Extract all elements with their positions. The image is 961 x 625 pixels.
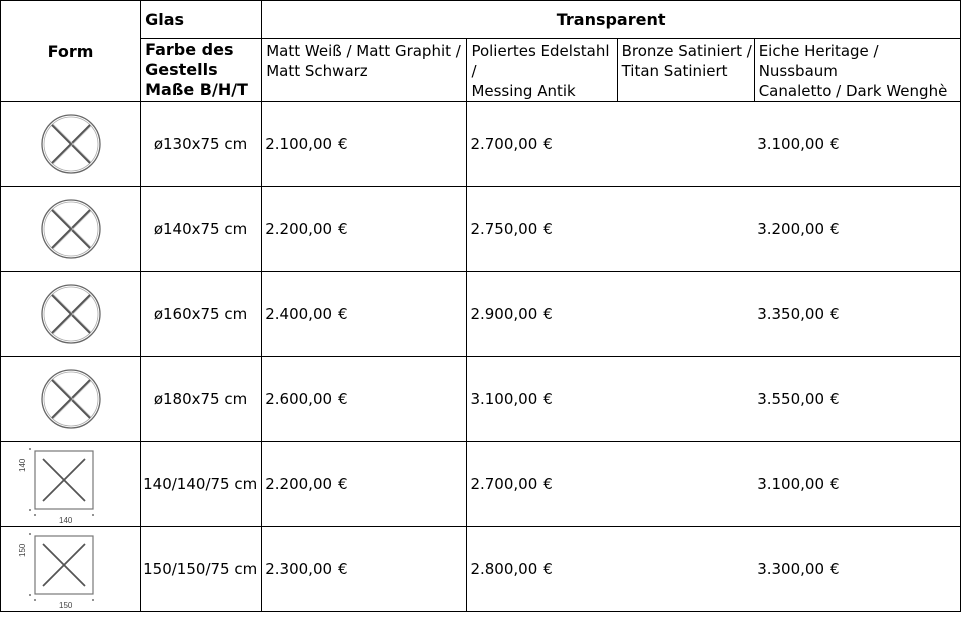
euro-symbol: € bbox=[543, 220, 553, 238]
square-table-drawing bbox=[1, 527, 141, 612]
finish-label-line2: Messing Antik bbox=[471, 82, 576, 100]
round-x-icon bbox=[39, 197, 103, 261]
price-cell bbox=[467, 442, 617, 527]
price-value: 2.700,00 bbox=[470, 135, 538, 153]
table-row bbox=[1, 527, 961, 612]
square-x-icon bbox=[17, 529, 121, 610]
price-cell bbox=[262, 527, 467, 612]
price-cell bbox=[754, 527, 960, 612]
euro-symbol: € bbox=[338, 475, 348, 493]
price-value: 3.550,00 bbox=[757, 390, 824, 408]
euro-symbol: € bbox=[543, 560, 553, 578]
price-value: 3.100,00 bbox=[757, 475, 824, 493]
price-value: 2.200,00 bbox=[265, 220, 333, 238]
drawing-side-label: 150 bbox=[17, 543, 27, 557]
price-cell-empty bbox=[617, 442, 754, 527]
price-value: 2.600,00 bbox=[265, 390, 333, 408]
euro-symbol: € bbox=[830, 220, 840, 238]
finish-header-3 bbox=[617, 39, 754, 102]
euro-symbol: € bbox=[543, 135, 553, 153]
dimensions-label: Maße B/H/T bbox=[145, 80, 248, 99]
table-row bbox=[1, 187, 961, 272]
finish-label-line2: Titan Satiniert bbox=[621, 62, 728, 80]
euro-symbol: € bbox=[338, 220, 348, 238]
euro-symbol: € bbox=[543, 305, 553, 323]
price-value: 2.750,00 bbox=[470, 220, 538, 238]
euro-symbol: € bbox=[830, 305, 840, 323]
price-cell bbox=[262, 187, 467, 272]
drawing-bottom-label: 140 bbox=[58, 516, 72, 525]
header-row-glas bbox=[1, 1, 961, 39]
euro-symbol: € bbox=[338, 305, 348, 323]
frame-color-label-line1: Farbe des bbox=[145, 40, 234, 59]
price-cell bbox=[262, 102, 467, 187]
price-value: 3.200,00 bbox=[757, 220, 824, 238]
round-table-drawing bbox=[1, 272, 141, 357]
price-cell-empty bbox=[617, 357, 754, 442]
round-x-icon bbox=[39, 112, 103, 176]
price-value: 3.100,00 bbox=[757, 135, 824, 153]
price-value: 3.350,00 bbox=[757, 305, 824, 323]
finish-label-line2: Matt Schwarz bbox=[266, 62, 368, 80]
finish-label-line1: Matt Weiß / Matt Graphit / bbox=[266, 42, 461, 60]
euro-symbol: € bbox=[543, 475, 553, 493]
price-value: 2.200,00 bbox=[265, 475, 333, 493]
price-cell bbox=[754, 357, 960, 442]
round-table-drawing bbox=[1, 357, 141, 442]
glas-header: Glas bbox=[141, 1, 262, 39]
dimensions-cell: 150/150/75 cm bbox=[141, 527, 262, 612]
price-cell bbox=[467, 357, 617, 442]
euro-symbol: € bbox=[338, 135, 348, 153]
frame-color-header bbox=[141, 39, 262, 102]
euro-symbol: € bbox=[543, 390, 553, 408]
euro-symbol: € bbox=[830, 560, 840, 578]
euro-symbol: € bbox=[830, 135, 840, 153]
dimensions-cell: ø140x75 cm bbox=[141, 187, 262, 272]
table-row bbox=[1, 357, 961, 442]
euro-symbol: € bbox=[830, 390, 840, 408]
price-cell bbox=[754, 102, 960, 187]
drawing-side-label: 140 bbox=[17, 458, 27, 472]
table-row bbox=[1, 272, 961, 357]
round-table-drawing bbox=[1, 187, 141, 272]
finish-label-line1: Poliertes Edelstahl / bbox=[471, 42, 610, 80]
transparent-header: Transparent bbox=[262, 1, 961, 39]
finish-label-line1: Eiche Heritage / Nussbaum bbox=[758, 42, 879, 80]
price-cell bbox=[262, 272, 467, 357]
header-row-finishes bbox=[1, 39, 961, 102]
euro-symbol: € bbox=[338, 390, 348, 408]
round-x-icon bbox=[39, 367, 103, 431]
finish-label-line2: Canaletto / Dark Wenghè bbox=[758, 82, 948, 100]
drawing-bottom-label: 150 bbox=[58, 601, 72, 610]
finish-label-line1: Bronze Satiniert / bbox=[621, 42, 752, 60]
price-cell bbox=[754, 272, 960, 357]
table-row bbox=[1, 442, 961, 527]
price-value: 2.400,00 bbox=[265, 305, 333, 323]
dimensions-cell: ø130x75 cm bbox=[141, 102, 262, 187]
price-cell-empty bbox=[617, 187, 754, 272]
price-cell bbox=[467, 527, 617, 612]
dimensions-cell: ø160x75 cm bbox=[141, 272, 262, 357]
price-cell bbox=[467, 102, 617, 187]
price-value: 2.100,00 bbox=[265, 135, 333, 153]
price-cell bbox=[754, 187, 960, 272]
price-value: 3.100,00 bbox=[470, 390, 538, 408]
dimensions-cell: ø180x75 cm bbox=[141, 357, 262, 442]
dimensions-cell: 140/140/75 cm bbox=[141, 442, 262, 527]
form-header: Form bbox=[1, 1, 141, 102]
finish-header-2 bbox=[467, 39, 617, 102]
square-table-drawing bbox=[1, 442, 141, 527]
finish-header-4 bbox=[754, 39, 960, 102]
round-x-icon bbox=[39, 282, 103, 346]
price-cell bbox=[262, 357, 467, 442]
table-row bbox=[1, 102, 961, 187]
price-cell-empty bbox=[617, 527, 754, 612]
frame-color-label-line2: Gestells bbox=[145, 60, 218, 79]
price-cell-empty bbox=[617, 102, 754, 187]
euro-symbol: € bbox=[830, 475, 840, 493]
price-cell bbox=[754, 442, 960, 527]
price-cell bbox=[467, 272, 617, 357]
price-value: 2.900,00 bbox=[470, 305, 538, 323]
price-cell-empty bbox=[617, 272, 754, 357]
price-value: 2.800,00 bbox=[470, 560, 538, 578]
square-x-icon bbox=[17, 444, 121, 525]
price-value: 2.700,00 bbox=[470, 475, 538, 493]
round-table-drawing bbox=[1, 102, 141, 187]
finish-header-1 bbox=[262, 39, 467, 102]
price-value: 3.300,00 bbox=[757, 560, 824, 578]
price-cell bbox=[467, 187, 617, 272]
price-cell bbox=[262, 442, 467, 527]
euro-symbol: € bbox=[338, 560, 348, 578]
price-value: 2.300,00 bbox=[265, 560, 333, 578]
